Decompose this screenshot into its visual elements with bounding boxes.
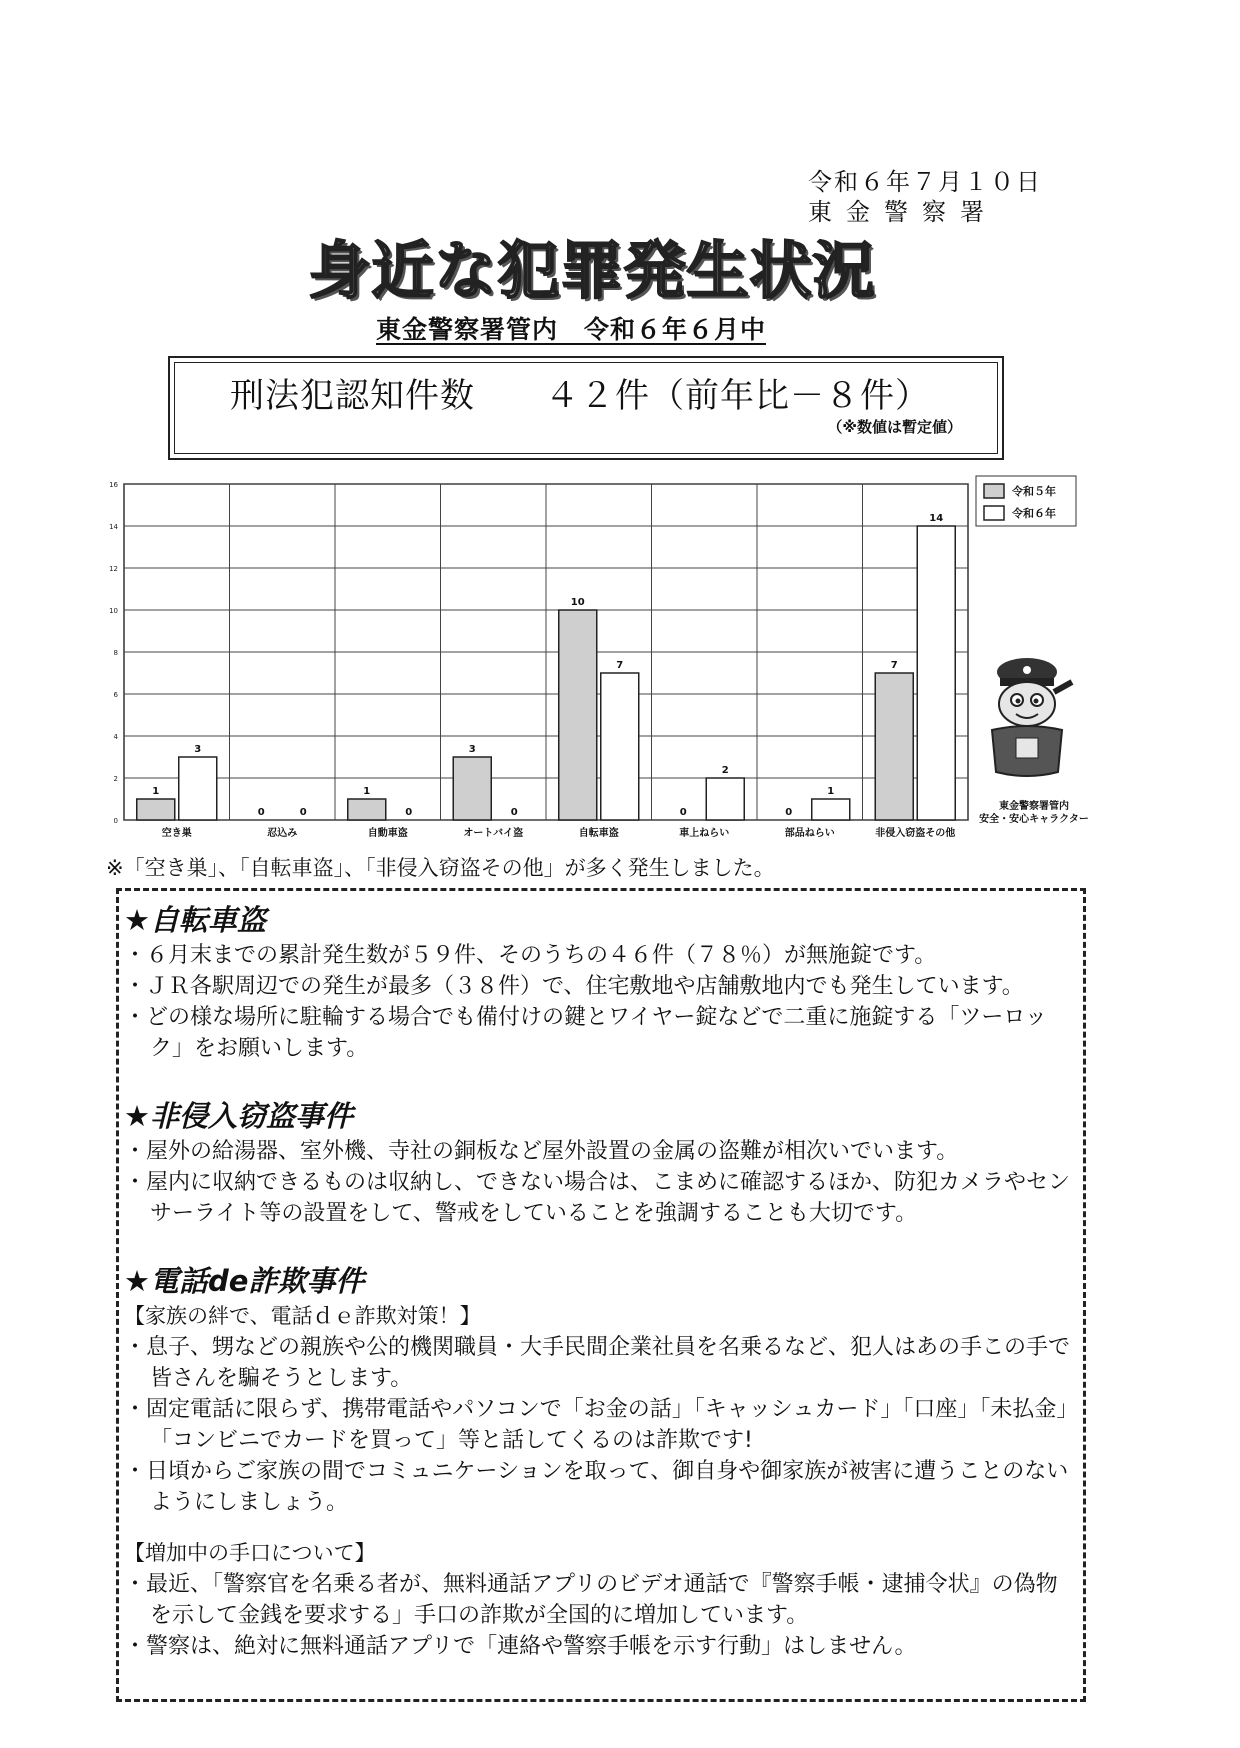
bar-value-label: 2 [721,765,729,776]
bar-value-label: 0 [257,807,265,818]
crime-bar-chart [88,470,1088,846]
bar-value-label: 3 [194,744,202,755]
y-tick-label: 10 [109,607,118,615]
bar [812,799,850,820]
phone-fraud-bullet-1: ・息子、甥などの親族や公的機関職員・大手民間企業社員を名乗るなど、犯人はあの手この手で皆さんを騙そうとします。 [124,1335,1071,1391]
bicycle-bullet-3: ・どの様な場所に駐輪する場合でも備付けの鍵とワイヤー錠などで二重に施錠する「ツーロック」をお願いします。 [124,1005,1047,1061]
bar-value-label: 0 [785,807,793,818]
bar-value-label: 1 [827,786,835,797]
bar [453,757,491,820]
issue-date: 令和６年７月１０日 [808,168,1042,196]
mascot-caption-line-1: 東金警察署管内 [999,801,1069,812]
non-intrusion-bullet-2: ・屋内に収納できるものは収納し、できない場合は、こまめに確認するほか、防犯カメラやセンサーライト等の設置をして、警戒をしていることを強調することも大切です。 [124,1170,1071,1226]
phone-fraud-bullet-4: ・最近、「警察官を名乗る者が、無料通話アプリのビデオ通話で『警察手帳・逮捕令状』の偽物を示して金銭を要求する」手口の詐欺が全国的に増加しています。 [124,1572,1058,1628]
bar-value-label: 0 [299,807,307,818]
y-tick-label: 14 [109,523,118,531]
bar-value-label: 1 [363,786,371,797]
bar-value-label: 10 [570,597,585,608]
x-category-label: 部品ねらい [784,828,835,839]
bar [706,778,744,820]
x-category-label: 忍込み [267,828,298,839]
legend-label: 令和５年 [1012,485,1056,498]
section-title-bicycle-theft: ★自転車盗 [124,903,266,937]
y-tick-label: 16 [109,481,118,489]
y-tick-label: 0 [113,817,118,825]
bar [601,673,639,820]
chart-summary-text: ※「空き巣」、「自転車盗」、「非侵入窃盗その他」が多く発生しました。 [106,856,775,880]
y-tick-label: 8 [113,649,118,657]
bar-value-label: 7 [616,660,624,671]
x-category-label: 自動車盗 [367,828,408,839]
legend-swatch [984,506,1004,520]
page-title: 身近な犯罪発生状況 [308,234,876,307]
bar [348,799,386,820]
x-category-label: 空き巣 [161,828,192,839]
provisional-note: （※数値は暫定値） [827,418,962,436]
phone-fraud-subheading-1: 【家族の絆で、電話ｄｅ詐欺対策！】 [124,1304,481,1328]
bicycle-bullet-1: ・６月末までの累計発生数が５９件、そのうちの４６件（７８％）が無施錠です。 [124,943,937,968]
phone-fraud-bullet-5: ・警察は、絶対に無料通話アプリで「連絡や警察手帳を示す行動」はしません。 [124,1634,917,1659]
crime-count-text: 刑法犯認知件数 ４２件（前年比－８件） [230,376,930,416]
crime-count-box [168,356,1004,460]
phone-fraud-subheading-2: 【増加中の手口について】 [124,1541,376,1565]
bar [179,757,217,820]
y-tick-label: 4 [113,733,118,741]
page-subtitle: 東金警察署管内 令和６年６月中 [376,315,767,344]
bar-value-label: 14 [929,513,944,524]
section-title-phone-fraud: ★電話de詐欺事件 [124,1264,365,1298]
phone-fraud-bullet-2: ・固定電話に限らず、携帯電話やパソコンで「お金の話」「キャッシュカード」「口座」「未払金」「コンビニでカードを買って」等と話してくるのは詐欺です! [124,1397,1079,1453]
bar-value-label: 3 [468,744,476,755]
bar-value-label: 0 [510,807,518,818]
bar-value-label: 0 [679,807,687,818]
police-mascot-character [982,652,1082,802]
x-category-label: オートバイ盗 [463,828,524,839]
x-category-label: 車上ねらい [679,828,730,839]
bar [137,799,175,820]
mascot-caption [976,800,1092,826]
x-category-label: 自転車盗 [578,828,619,839]
bar-value-label: 1 [152,786,160,797]
phone-fraud-bullet-3: ・日頃からご家族の間でコミュニケーションを取って、御自身や御家族が被害に遭うことのないようにしましょう。 [124,1459,1069,1515]
bar-value-label: 0 [405,807,413,818]
advice-content [124,900,1079,1662]
bicycle-bullet-2: ・ＪＲ各駅周辺での発生が最多（３８件）で、住宅敷地や店舗敷地内でも発生しています。 [124,974,1024,999]
police-station-name: 東金警察署 [808,198,998,226]
bar [917,526,955,820]
y-tick-label: 6 [113,691,118,699]
section-title-non-intrusion-theft: ★非侵入窃盗事件 [124,1099,353,1133]
y-tick-label: 2 [113,775,118,783]
bar [559,610,597,820]
y-tick-label: 12 [109,565,118,573]
x-category-label: 非侵入窃盗その他 [875,828,956,839]
legend-label: 令和６年 [1012,507,1056,520]
non-intrusion-bullet-1: ・屋外の給湯器、室外機、寺社の銅板など屋外設置の金属の盗難が相次いでいます。 [124,1139,959,1164]
mascot-caption-line-2: 安全・安心キャラクター [979,814,1089,825]
bar-value-label: 7 [890,660,898,671]
legend-swatch [984,484,1004,498]
bar [875,673,913,820]
